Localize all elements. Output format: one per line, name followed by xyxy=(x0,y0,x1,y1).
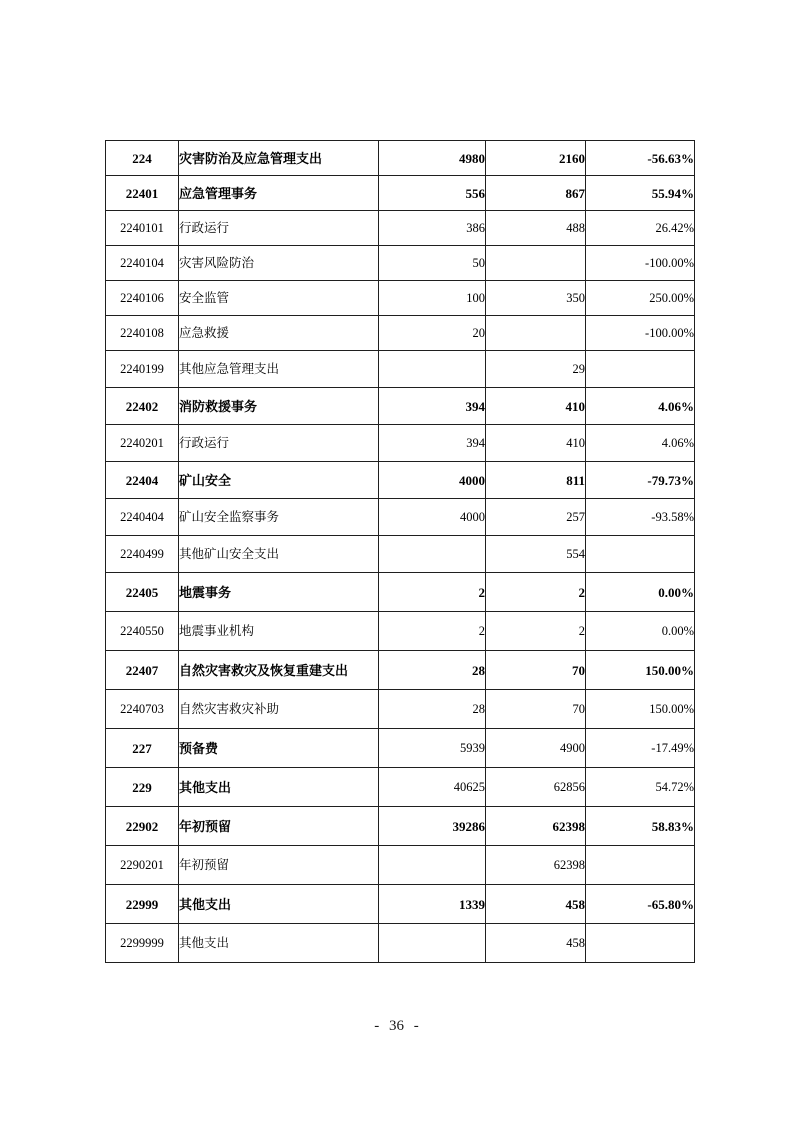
cell-code: 2240703 xyxy=(106,690,179,729)
cell-label: 安全监管 xyxy=(179,281,379,316)
cell-value-previous: 394 xyxy=(379,425,486,462)
page-number: - 36 - xyxy=(374,1018,419,1034)
cell-label: 地震事务 xyxy=(179,573,379,612)
cell-value-previous xyxy=(379,846,486,885)
cell-code: 224 xyxy=(106,141,179,176)
table-row xyxy=(106,651,695,690)
table-row xyxy=(106,316,695,351)
table-row xyxy=(106,768,695,807)
cell-value-current xyxy=(486,316,586,351)
cell-code: 2290201 xyxy=(106,846,179,885)
cell-value-previous: 2 xyxy=(379,612,486,651)
cell-label: 预备费 xyxy=(179,729,379,768)
cell-change-percent: 150.00% xyxy=(586,651,695,690)
cell-change-percent: 26.42% xyxy=(586,211,695,246)
cell-code: 22902 xyxy=(106,807,179,846)
cell-code: 22402 xyxy=(106,388,179,425)
cell-code: 229 xyxy=(106,768,179,807)
cell-label: 自然灾害救灾补助 xyxy=(179,690,379,729)
table-row xyxy=(106,924,695,963)
cell-value-current: 867 xyxy=(486,176,586,211)
cell-code: 2240199 xyxy=(106,351,179,388)
cell-value-previous: 1339 xyxy=(379,885,486,924)
cell-value-current: 350 xyxy=(486,281,586,316)
table-row xyxy=(106,573,695,612)
cell-code: 2240106 xyxy=(106,281,179,316)
cell-label: 行政运行 xyxy=(179,425,379,462)
table-row xyxy=(106,499,695,536)
cell-code: 2240404 xyxy=(106,499,179,536)
cell-value-previous: 100 xyxy=(379,281,486,316)
cell-value-current xyxy=(486,246,586,281)
cell-value-previous: 20 xyxy=(379,316,486,351)
cell-value-previous: 386 xyxy=(379,211,486,246)
cell-value-current: 62856 xyxy=(486,768,586,807)
cell-value-previous: 4980 xyxy=(379,141,486,176)
cell-value-current: 458 xyxy=(486,924,586,963)
cell-change-percent: 0.00% xyxy=(586,612,695,651)
cell-value-current: 62398 xyxy=(486,846,586,885)
cell-change-percent: 4.06% xyxy=(586,425,695,462)
cell-value-previous: 28 xyxy=(379,651,486,690)
cell-change-percent: -93.58% xyxy=(586,499,695,536)
table-row xyxy=(106,690,695,729)
cell-value-previous: 4000 xyxy=(379,462,486,499)
cell-value-current: 2 xyxy=(486,573,586,612)
cell-value-previous xyxy=(379,351,486,388)
table-row xyxy=(106,176,695,211)
cell-value-previous xyxy=(379,924,486,963)
cell-label: 其他矿山安全支出 xyxy=(179,536,379,573)
cell-code: 2240108 xyxy=(106,316,179,351)
cell-value-current: 29 xyxy=(486,351,586,388)
cell-code: 22999 xyxy=(106,885,179,924)
cell-label: 年初预留 xyxy=(179,846,379,885)
table-row xyxy=(106,885,695,924)
cell-value-previous: 40625 xyxy=(379,768,486,807)
table-row xyxy=(106,141,695,176)
cell-change-percent: 250.00% xyxy=(586,281,695,316)
cell-value-current: 410 xyxy=(486,388,586,425)
cell-code: 22404 xyxy=(106,462,179,499)
cell-value-current: 2160 xyxy=(486,141,586,176)
table-row xyxy=(106,462,695,499)
cell-label: 其他支出 xyxy=(179,768,379,807)
cell-value-previous: 2 xyxy=(379,573,486,612)
cell-change-percent: 54.72% xyxy=(586,768,695,807)
cell-label: 应急救援 xyxy=(179,316,379,351)
table-row xyxy=(106,246,695,281)
cell-value-previous: 50 xyxy=(379,246,486,281)
cell-code: 2240101 xyxy=(106,211,179,246)
cell-value-current: 257 xyxy=(486,499,586,536)
cell-label: 行政运行 xyxy=(179,211,379,246)
cell-change-percent: 58.83% xyxy=(586,807,695,846)
cell-value-current: 410 xyxy=(486,425,586,462)
budget-table-body xyxy=(106,141,695,963)
cell-value-current: 554 xyxy=(486,536,586,573)
table-row xyxy=(106,388,695,425)
cell-label: 其他支出 xyxy=(179,924,379,963)
cell-code: 227 xyxy=(106,729,179,768)
table-row xyxy=(106,807,695,846)
cell-code: 2240201 xyxy=(106,425,179,462)
cell-label: 应急管理事务 xyxy=(179,176,379,211)
cell-label: 灾害防治及应急管理支出 xyxy=(179,141,379,176)
cell-value-previous: 4000 xyxy=(379,499,486,536)
table-row xyxy=(106,211,695,246)
cell-code: 2240499 xyxy=(106,536,179,573)
cell-code: 22401 xyxy=(106,176,179,211)
cell-change-percent: -65.80% xyxy=(586,885,695,924)
cell-label: 矿山安全 xyxy=(179,462,379,499)
cell-label: 地震事业机构 xyxy=(179,612,379,651)
budget-table xyxy=(105,140,695,963)
cell-label: 其他支出 xyxy=(179,885,379,924)
cell-value-current: 811 xyxy=(486,462,586,499)
cell-change-percent xyxy=(586,924,695,963)
cell-change-percent: -56.63% xyxy=(586,141,695,176)
cell-change-percent: -17.49% xyxy=(586,729,695,768)
cell-change-percent: 55.94% xyxy=(586,176,695,211)
cell-change-percent: 4.06% xyxy=(586,388,695,425)
cell-change-percent: 150.00% xyxy=(586,690,695,729)
cell-code: 22407 xyxy=(106,651,179,690)
cell-code: 2240550 xyxy=(106,612,179,651)
cell-label: 灾害风险防治 xyxy=(179,246,379,281)
cell-value-current: 2 xyxy=(486,612,586,651)
cell-label: 其他应急管理支出 xyxy=(179,351,379,388)
cell-change-percent: 0.00% xyxy=(586,573,695,612)
table-row xyxy=(106,536,695,573)
cell-value-current: 70 xyxy=(486,690,586,729)
cell-value-current: 458 xyxy=(486,885,586,924)
cell-label: 消防救援事务 xyxy=(179,388,379,425)
table-row xyxy=(106,846,695,885)
cell-value-previous xyxy=(379,536,486,573)
table-row xyxy=(106,351,695,388)
cell-change-percent: -100.00% xyxy=(586,246,695,281)
table-row xyxy=(106,425,695,462)
cell-code: 22405 xyxy=(106,573,179,612)
cell-value-current: 70 xyxy=(486,651,586,690)
cell-change-percent xyxy=(586,536,695,573)
cell-change-percent: -100.00% xyxy=(586,316,695,351)
cell-change-percent: -79.73% xyxy=(586,462,695,499)
table-row xyxy=(106,729,695,768)
cell-code: 2299999 xyxy=(106,924,179,963)
cell-value-current: 488 xyxy=(486,211,586,246)
cell-value-previous: 28 xyxy=(379,690,486,729)
cell-code: 2240104 xyxy=(106,246,179,281)
cell-value-current: 62398 xyxy=(486,807,586,846)
cell-value-previous: 394 xyxy=(379,388,486,425)
table-row xyxy=(106,281,695,316)
cell-label: 矿山安全监察事务 xyxy=(179,499,379,536)
table-row xyxy=(106,612,695,651)
cell-value-previous: 39286 xyxy=(379,807,486,846)
cell-change-percent xyxy=(586,846,695,885)
cell-label: 自然灾害救灾及恢复重建支出 xyxy=(179,651,379,690)
cell-change-percent xyxy=(586,351,695,388)
cell-value-previous: 5939 xyxy=(379,729,486,768)
cell-value-current: 4900 xyxy=(486,729,586,768)
cell-value-previous: 556 xyxy=(379,176,486,211)
cell-label: 年初预留 xyxy=(179,807,379,846)
